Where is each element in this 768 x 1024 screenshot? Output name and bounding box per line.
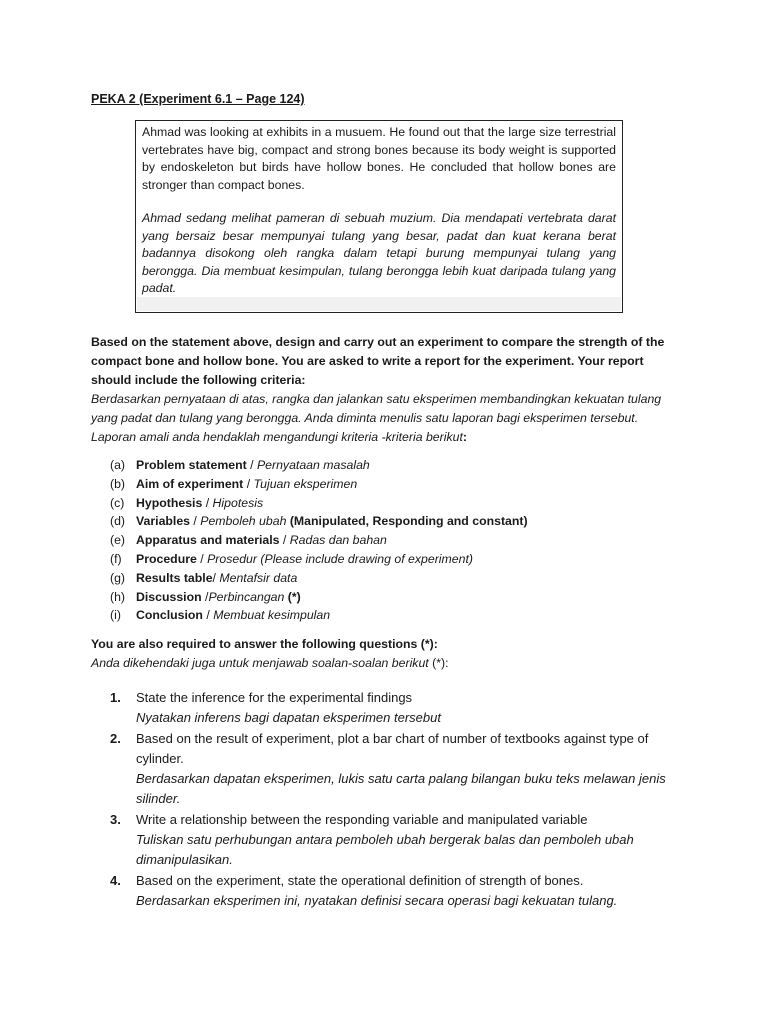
criteria-item [110,475,528,494]
criteria-label: (b) [110,476,126,491]
question-malay: Nyatakan inferens bagi dapatan eksperimen tersebut [136,710,441,726]
also-english: You are also required to answer the following questions (*): [91,637,438,651]
criteria-label: (c) [110,495,125,510]
criteria-english: Conclusion [136,608,203,623]
criteria-malay: Mentafsir data [219,570,298,585]
question-item [110,688,680,729]
criteria-separator: / [243,476,254,491]
criteria-separator: / [212,570,220,585]
question-number: 4. [110,872,121,888]
instructions [91,333,681,447]
criteria-separator: / [201,589,209,604]
criteria-english: Problem statement [136,458,247,472]
criteria-english: Procedure [136,551,197,566]
also-malay: Anda dikehendaki juga untuk menjawab soalan-soalan berikut [91,656,429,670]
criteria-label: (a) [110,458,126,472]
instructions-malay-line [91,390,681,447]
instructions-malay: Berdasarkan pernyataan di atas, rangka dan jalankan satu eksperimen membandingkan kekuatan tulang yang padat dan tulang yang berongga. Anda diminta menulis satu laporan bagi eksperimen tersebut. Laporan amali anda hendaklah mengandungi kriteria -kriteria berikut [91,392,662,444]
question-malay: Berdasarkan dapatan eksperimen, lukis satu carta palang bilangan buku teks melawan jenis silinder. [136,771,666,807]
criteria-item [110,588,528,607]
criteria-item [110,456,528,475]
criteria-item [110,531,528,550]
scenario-box [135,120,623,313]
criteria-english: Results table [136,570,213,585]
criteria-item [110,550,528,569]
criteria-extra: (*) [284,589,301,604]
scenario-english: Ahmad was looking at exhibits in a musuem. He found out that the large size terrestrial vertebrates have big, compact and strong bones because its body weight is supported by endoskeleton but birds have hollow bones. He concluded that hollow bones are stronger than compact bones. [142,125,616,192]
criteria-malay: Perbincangan [208,589,285,604]
also-malay-line [91,654,691,673]
criteria-malay: Radas dan bahan [289,533,387,548]
criteria-separator: / [190,514,201,529]
question-number: 3. [110,811,121,827]
criteria-separator: / [202,608,214,623]
criteria-item [110,606,528,625]
criteria-label: (g) [110,570,126,585]
criteria-malay: Pernyataan masalah [256,458,370,472]
criteria-item [110,512,528,531]
criteria-list [110,456,528,625]
criteria-english: Apparatus and materials [136,533,280,548]
page-title: PEKA 2 (Experiment 6.1 – Page 124) [91,92,305,106]
criteria-label: (f) [110,551,122,566]
instructions-english: Based on the statement above, design and carry out an experiment to compare the strength of the compact bone and hollow bone. You are asked to write a report for the experiment. Your report should include the following criteria: [91,335,665,387]
criteria-malay: Hipotesis [212,495,264,510]
question-english: Based on the experiment, state the operational definition of strength of bones. [136,872,584,888]
criteria-malay: Pemboleh ubah [200,514,287,529]
box-bottom-shading [137,297,621,311]
criteria-label: (i) [110,608,121,623]
criteria-label: (d) [110,514,126,529]
criteria-malay: Tujuan eksperimen [253,476,358,491]
criteria-english: Hypothesis [136,495,203,510]
criteria-malay: Prosedur (Please include drawing of experiment) [207,551,473,566]
question-list [110,688,680,911]
question-number: 2. [110,730,121,746]
criteria-label: (h) [110,589,126,604]
instructions-colon: : [462,430,467,444]
criteria-separator: / [196,551,208,566]
criteria-label: (e) [110,533,126,548]
scenario-malay: Ahmad sedang melihat pameran di sebuah muzium. Dia mendapati vertebrata darat yang bersaiz besar mempunyai tulang yang besar, padat dan kuat kerana berat badannya disokong oleh rangka dalam tetapi burung mempunyai tulang yang berongga. Dia membuat kesimpulan, tulang berongga lebih kuat daripada tulang yang padat. [142,211,616,295]
question-item [110,729,680,810]
question-item [110,810,680,871]
criteria-english: Discussion [136,589,202,604]
criteria-item [110,494,528,513]
question-english: Based on the result of experiment, plot a bar chart of number of textbooks against type of cylinder. [136,730,649,766]
also-malay-suffix: (*): [428,656,449,670]
criteria-extra: (Manipulated, Responding and constant) [286,514,528,529]
criteria-separator: / [246,458,257,472]
question-item [110,871,680,912]
question-english: Write a relationship between the responding variable and manipulated variable [136,811,588,827]
question-malay: Tuliskan satu perhubungan antara pemboleh ubah bergerak balas dan pemboleh ubah dimanipulasikan. [136,832,634,868]
question-malay: Berdasarkan eksperimen ini, nyatakan definisi secara operasi bagi kekuatan tulang. [136,892,618,908]
question-number: 1. [110,690,121,705]
criteria-separator: / [279,533,290,548]
also-required [91,635,691,673]
question-english: State the inference for the experimental findings [136,690,413,705]
criteria-malay: Membuat kesimpulan [213,608,331,623]
criteria-english: Variables [136,514,191,529]
criteria-separator: / [202,495,213,510]
criteria-english: Aim of experiment [136,476,244,491]
criteria-item [110,569,528,588]
